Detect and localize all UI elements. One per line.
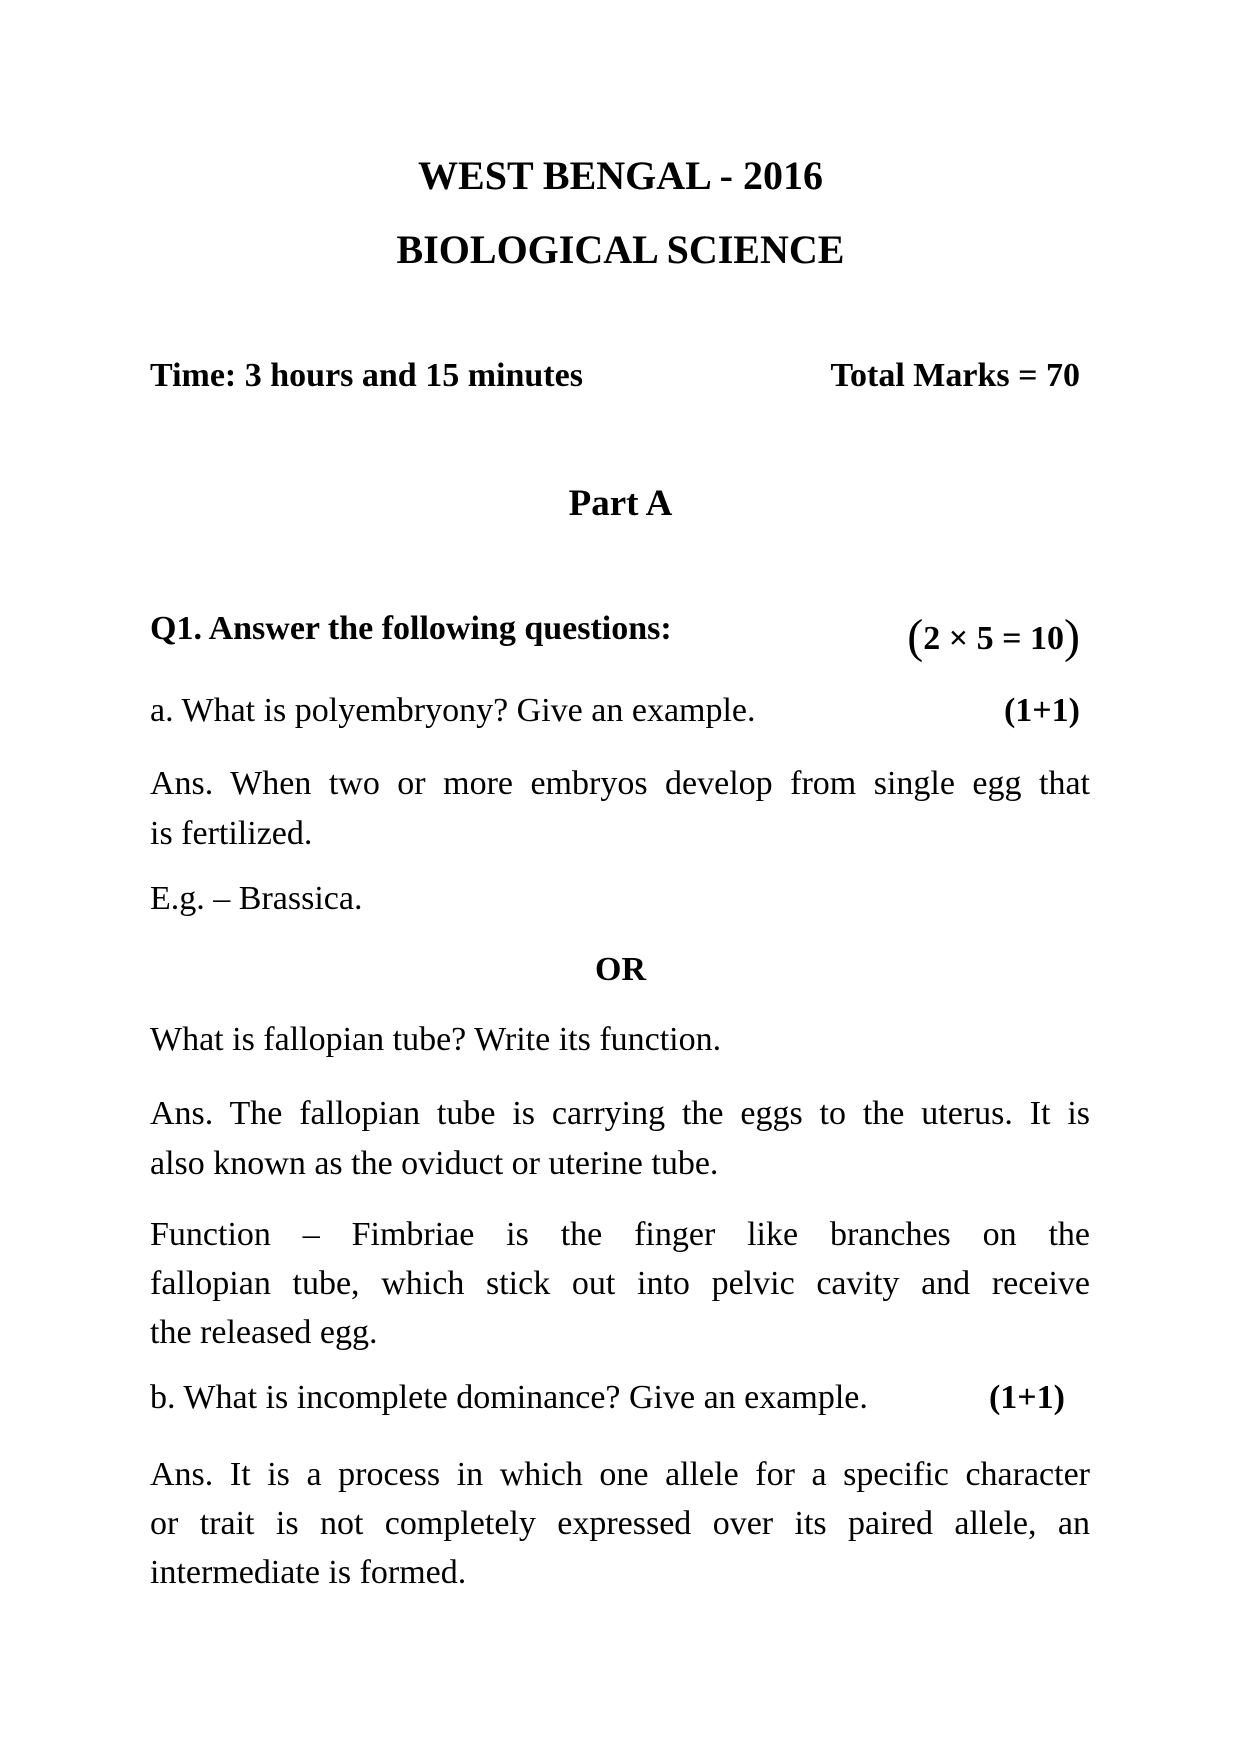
part-heading: Part A [568, 483, 673, 524]
question-b-marks: (1+1) [988, 1379, 1065, 1416]
exam-duration: Time: 3 hours and 15 minutes [150, 357, 583, 394]
question-heading: Q1. Answer the following questions: [150, 610, 672, 647]
question-b: b. What is incomplete dominance? Give an example. [150, 1379, 868, 1416]
function-line3: the released egg. [150, 1314, 378, 1351]
exam-title: WEST BENGAL - 2016 [418, 153, 823, 198]
answer-a-example: E.g. – Brassica. [150, 880, 363, 917]
answer-a-line2: is fertilized. [150, 815, 313, 852]
marks-formula-text: 2 × 5 = 10 [923, 620, 1065, 657]
total-marks: Total Marks = 70 [830, 357, 1080, 394]
alt-question: What is fallopian tube? Write its function. [150, 1021, 722, 1058]
answer-b-line3: intermediate is formed. [150, 1554, 467, 1591]
question-a: a. What is polyembryony? Give an example. [150, 692, 756, 729]
answer-a-line1: Ans. When two or more embryos develop from single egg that [150, 765, 1090, 802]
question-marks-formula [880, 606, 1080, 661]
function-line2: fallopian tube, which stick out into pelvic cavity and receive [150, 1265, 1090, 1302]
alt-answer-line1: Ans. The fallopian tube is carrying the eggs to the uterus. It is [150, 1095, 1090, 1132]
subject-title: BIOLOGICAL SCIENCE [396, 227, 845, 272]
answer-b-line1: Ans. It is a process in which one allele for a specific character [150, 1456, 1090, 1493]
question-a-marks: (1+1) [1003, 692, 1080, 729]
close-paren: ) [1064, 610, 1080, 663]
function-line1: Function – Fimbriae is the finger like branches on the [150, 1216, 1090, 1253]
open-paren: ( [907, 610, 924, 663]
answer-b-line2: or trait is not completely expressed over its paired allele, an [150, 1505, 1090, 1542]
or-separator: OR [595, 951, 646, 988]
alt-answer-line2: also known as the oviduct or uterine tube. [150, 1145, 719, 1182]
